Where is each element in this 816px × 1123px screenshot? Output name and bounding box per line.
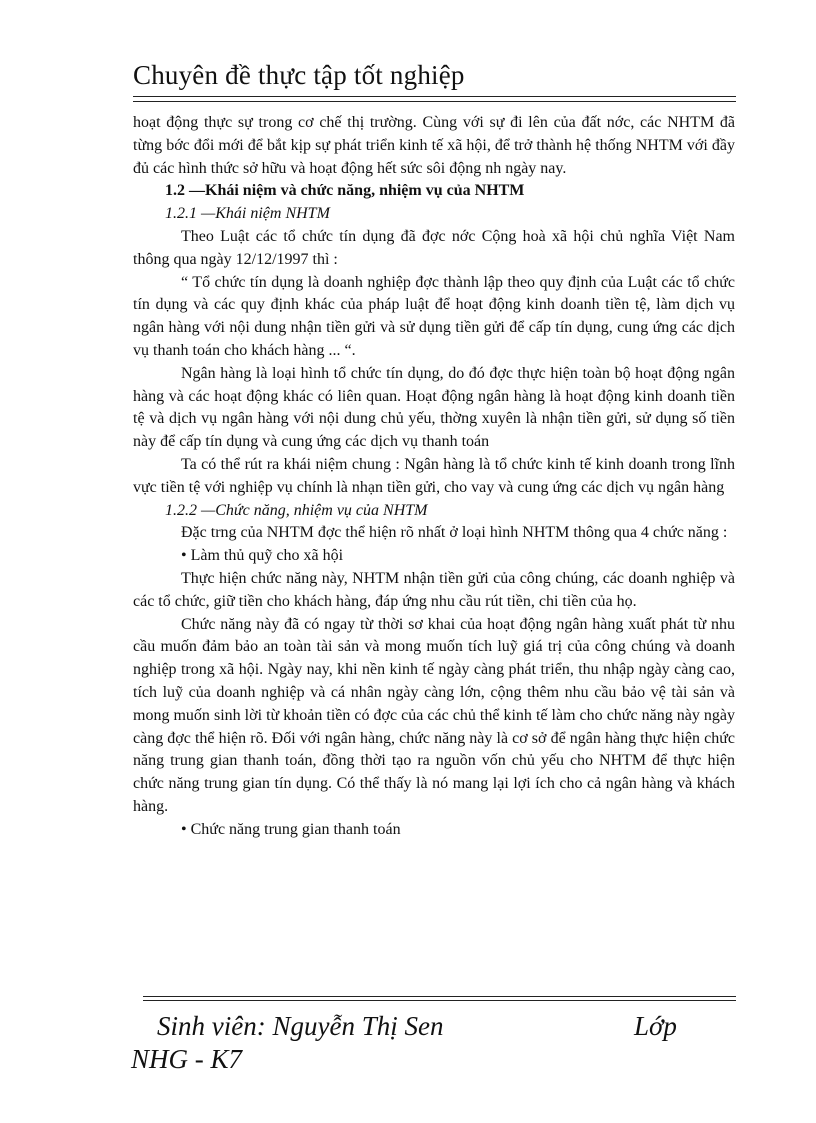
footer-class-name: NHG - K7 xyxy=(131,1044,243,1074)
footer-rule xyxy=(143,1000,736,1001)
subsection-heading: 1.2.1 —Khái niệm NHTM xyxy=(165,205,330,223)
paragraph: Ngân hàng là loại hình tổ chức tín dụng, do đó đợc thực hiện toàn bộ hoạt động ngân hàng và các hoạt động khác có liên quan. Hoạt động ngân hàng là hoạt động kinh doanh tiền tệ và dịch vụ ngân hàng với nội dung chủ yếu, thờng xuyên là nhận tiền gửi, sử dụng số tiền này để cấp tín dụng và cung ứng các dịch vụ thanh toán xyxy=(133,364,735,451)
footer-rule xyxy=(143,996,736,997)
paragraph: Thực hiện chức năng này, NHTM nhận tiền gửi của công chúng, các doanh nghiệp và các tổ chức, giữ tiền cho khách hàng, đáp ứng nhu cầu rút tiền, chi tiền của họ. xyxy=(133,569,735,610)
page-header-title: Chuyên đề thực tập tốt nghiệp xyxy=(133,60,465,90)
header-rule xyxy=(133,96,736,97)
paragraph: Theo Luật các tổ chức tín dụng đã đợc nớc Cộng hoà xã hội chủ nghĩa Việt Nam thông qua ngày 12/12/1997 thì : xyxy=(133,227,735,268)
paragraph: hoạt động thực sự trong cơ chế thị trường. Cùng với sự đi lên của đất nớc, các NHTM đã từng bớc đổi mới để bắt kịp sự phát triển kinh tế xã hội, để trở thành hệ thống NHTM với đầy đủ các hình thức sở hữu và hoạt động hết sức sôi động nh ngày nay. xyxy=(133,114,735,177)
bullet-item: • Chức năng trung gian thanh toán xyxy=(181,820,401,838)
paragraph: Đặc trng của NHTM đợc thể hiện rõ nhất ở loại hình NHTM thông qua 4 chức năng : xyxy=(181,524,728,542)
document-body xyxy=(133,112,735,842)
quote-paragraph: “ Tổ chức tín dụng là doanh nghiệp đợc thành lập theo quy định của Luật các tổ chức tín dụng và các quy định khác của pháp luật để hoạt động kinh doanh tiền tệ, làm dịch vụ ngân hàng với nội dung nhận tiền gửi và sử dụng tiền gửi để cấp tín dụng, cung ứng các dịch vụ thanh toán cho khách hàng ... “. xyxy=(133,273,735,359)
footer-class-label: Lớp xyxy=(634,1011,677,1041)
section-heading: 1.2 —Khái niệm và chức năng, nhiệm vụ của NHTM xyxy=(165,182,525,200)
paragraph: Ta có thể rút ra khái niệm chung : Ngân hàng là tổ chức kinh tế kinh doanh trong lĩnh vực tiền tệ với nghiệp vụ chính là nhạn tiền gửi, cho vay và cung ứng các dịch vụ ngân hàng xyxy=(133,455,735,496)
bullet-item: • Làm thủ quỹ cho xã hội xyxy=(181,547,344,565)
subsection-heading: 1.2.2 —Chức năng, nhiệm vụ của NHTM xyxy=(165,501,428,519)
header-rule xyxy=(133,101,736,102)
paragraph: Chức năng này đã có ngay từ thời sơ khai của hoạt động ngân hàng xuất phát từ nhu cầu muốn đảm bảo an toàn tài sản và mong muốn tích luỹ giá trị của công chúng và doanh nghiệp trong xã hội. Ngày nay, khi nền kinh tế ngày càng phát triển, thu nhập ngày càng cao, tích luỹ của doanh nghiệp và cá nhân ngày càng lớn, cộng thêm nhu cầu bảo vệ tài sản và mong muốn sinh lời từ khoản tiền có đợc của các chủ thể kinh tế làm cho chức năng này ngày càng đợc thể hiện rõ. Đối với ngân hàng, chức năng này là cơ sở để ngân hàng thực hiện chức năng trung gian thanh toán, đồng thời tạo ra nguồn vốn chủ yếu cho NHTM để thực hiện chức năng trung gian tín dụng. Có thể thấy là nó mang lại lợi ích cho cả ngân hàng và khách hàng. xyxy=(133,615,735,815)
footer-student-name: Sinh viên: Nguyễn Thị Sen xyxy=(157,1011,444,1041)
